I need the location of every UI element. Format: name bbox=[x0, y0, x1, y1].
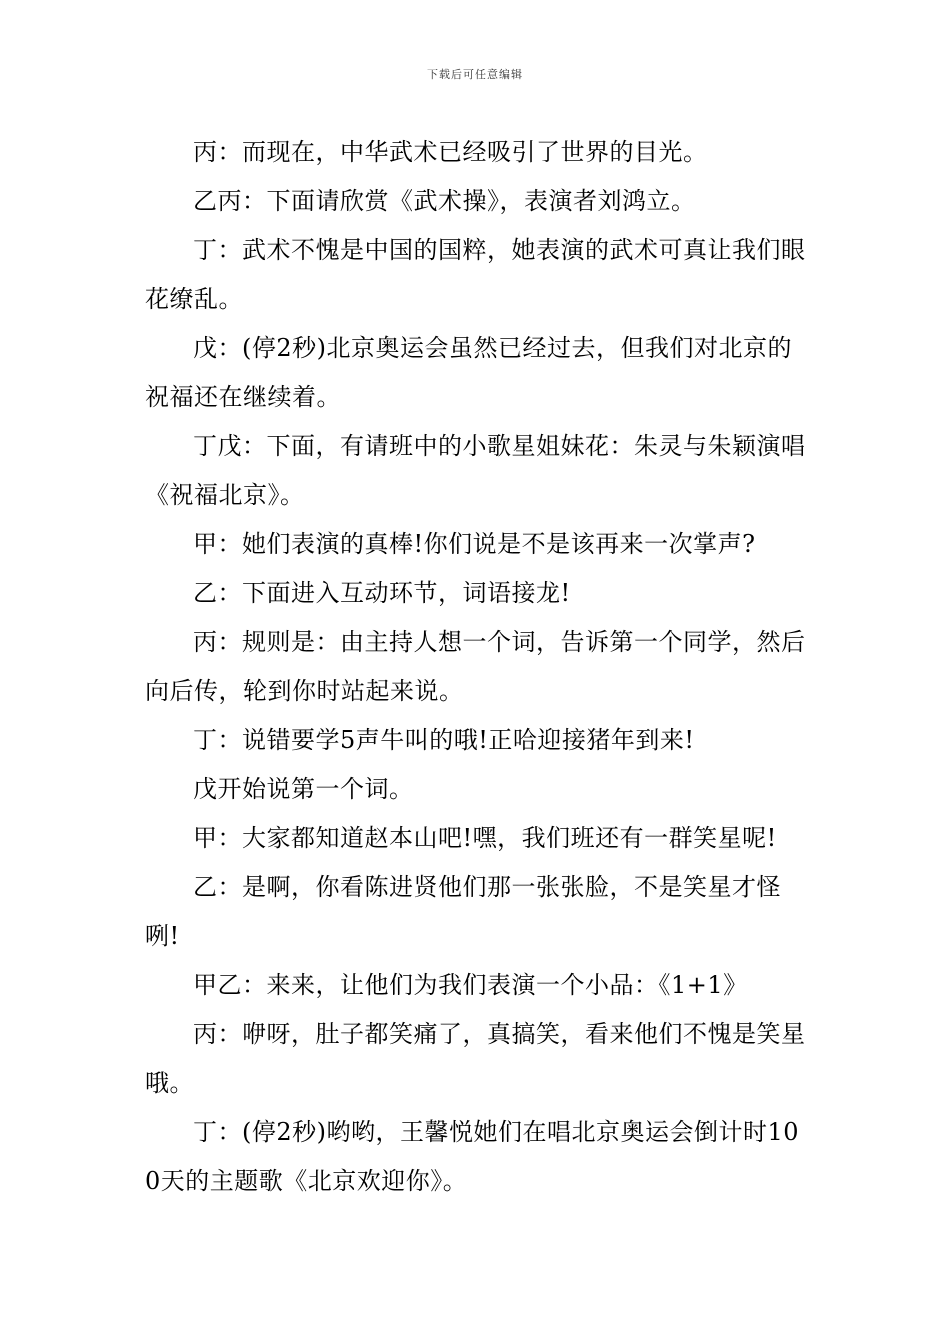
paragraph-14: 丙：咿呀，肚子都笑痛了，真搞笑，看来他们不愧是笑星哦。 bbox=[145, 1020, 806, 1097]
paragraph-10: 戊开始说第一个词。 bbox=[193, 775, 414, 803]
paragraph-6: 甲：她们表演的真棒!你们说是不是该再来一次掌声? bbox=[193, 530, 756, 558]
paragraph-11: 甲：大家都知道赵本山吧!嘿，我们班还有一群笑星呢! bbox=[193, 824, 777, 852]
paragraph-2: 乙丙：下面请欣赏《武术操》，表演者刘鸿立。 bbox=[193, 187, 696, 215]
paragraph-5: 丁戊：下面，有请班中的小歌星姐妹花：朱灵与朱颖演唱《祝福北京》。 bbox=[145, 432, 806, 509]
paragraph-8: 丙：规则是：由主持人想一个词，告诉第一个同学，然后向后传，轮到你时站起来说。 bbox=[145, 628, 806, 705]
paragraph-4: 戊：(停2秒)北京奥运会虽然已经过去，但我们对北京的祝福还在继续着。 bbox=[145, 334, 792, 411]
paragraph-7: 乙：下面进入互动环节，词语接龙! bbox=[193, 579, 571, 607]
paragraph-13: 甲乙：来来，让他们为我们表演一个小品：《1+1》 bbox=[193, 971, 748, 999]
page-header: 下载后可任意编辑 bbox=[427, 68, 523, 81]
paragraph-3: 丁：武术不愧是中国的国粹，她表演的武术可真让我们眼花缭乱。 bbox=[145, 236, 806, 313]
paragraph-15: 丁：(停2秒)哟哟，王馨悦她们在唱北京奥运会倒计时100天的主题歌《北京欢迎你》。 bbox=[145, 1118, 800, 1195]
paragraph-12: 乙：是啊，你看陈进贤他们那一张张脸，不是笑星才怪咧! bbox=[145, 873, 781, 950]
paragraph-1: 丙：而现在，中华武术已经吸引了世界的目光。 bbox=[193, 138, 708, 166]
paragraph-9: 丁：说错要学5声牛叫的哦!正哈迎接猪年到来! bbox=[193, 726, 695, 754]
document-body bbox=[145, 128, 813, 1206]
